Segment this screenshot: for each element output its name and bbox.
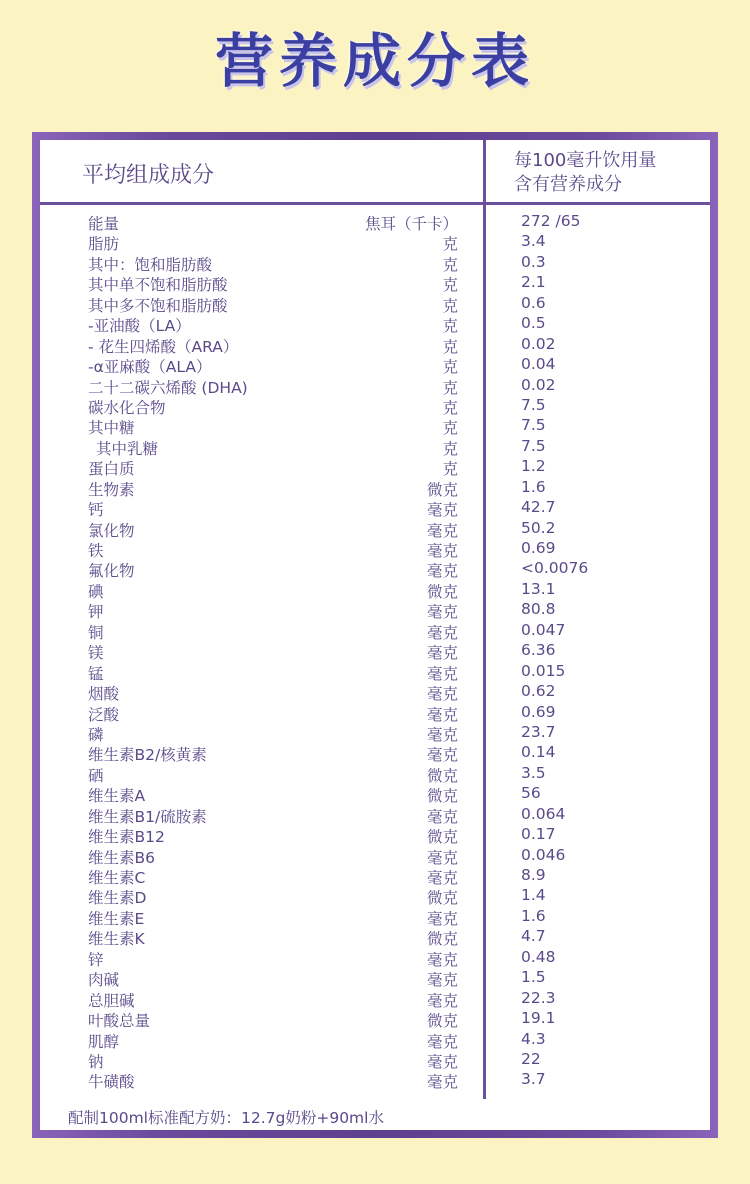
nutrient-name: 维生素K	[88, 930, 145, 949]
nutrient-name: 钾	[88, 603, 104, 622]
nutrient-value: 7.5	[521, 436, 546, 455]
nutrient-unit: 毫克	[426, 644, 458, 663]
nutrient-name: 维生素B12	[88, 828, 165, 847]
header-divider	[40, 202, 710, 205]
header-per-100ml	[514, 149, 656, 197]
nutrient-value: 22	[521, 1049, 541, 1068]
nutrient-name: 肌醇	[88, 1032, 120, 1051]
nutrient-unit: 毫克	[426, 848, 458, 867]
nutrient-name: 叶酸总量	[88, 1012, 151, 1031]
nutrient-name: 维生素A	[88, 787, 146, 806]
nutrient-value: 8.9	[521, 866, 546, 884]
table-row	[40, 294, 710, 314]
table-row	[40, 805, 710, 825]
table-row	[40, 457, 710, 477]
table-row	[40, 600, 710, 620]
table-row	[40, 355, 710, 375]
table-row	[40, 764, 710, 784]
table-row	[40, 519, 710, 539]
nutrient-value: 22.3	[521, 988, 556, 1007]
nutrient-name: 维生素E	[88, 909, 145, 928]
table-row	[40, 703, 710, 723]
nutrient-name: 锌	[88, 950, 104, 969]
table-row	[40, 1070, 710, 1090]
nutrient-unit: 毫克	[426, 807, 458, 826]
nutrient-name: 氟化物	[88, 562, 135, 581]
nutrient-name: 氯化物	[88, 521, 135, 540]
table-row	[40, 1009, 710, 1029]
nutrient-unit: 克	[442, 460, 458, 479]
nutrient-value: 3.7	[521, 1070, 546, 1089]
nutrient-value: 0.5	[521, 314, 546, 333]
nutrient-name: 碘	[88, 582, 104, 601]
nutrient-value: 0.047	[521, 620, 566, 639]
nutrient-name: - 花生四烯酸（ARA）	[88, 337, 239, 356]
nutrient-unit: 克	[442, 255, 458, 274]
nutrient-name: 二十二碳六烯酸 (DHA)	[88, 378, 248, 397]
nutrient-value: 0.6	[521, 293, 546, 312]
nutrient-name: 硒	[88, 766, 104, 785]
nutrient-unit: 焦耳（千卡）	[364, 215, 458, 233]
nutrient-value: 23.7	[521, 722, 556, 741]
nutrient-name: 其中多不饱和脂肪酸	[88, 296, 228, 315]
nutrient-name: 维生素D	[88, 889, 147, 908]
nutrient-value: <0.0076	[521, 559, 589, 578]
table-row	[40, 212, 710, 232]
nutrient-rows	[40, 212, 710, 1091]
nutrient-unit: 微克	[426, 1012, 458, 1031]
table-row	[40, 621, 710, 641]
table-row	[40, 784, 710, 804]
preparation-footnote: 配制100ml标准配方奶：12.7g奶粉+90ml水	[68, 1109, 384, 1127]
nutrient-value: 0.48	[521, 947, 556, 966]
nutrient-name: 脂肪	[88, 235, 120, 254]
nutrient-name: 总胆碱	[88, 991, 135, 1010]
nutrient-unit: 微克	[426, 889, 458, 908]
nutrient-value: 1.5	[521, 968, 546, 987]
table-row	[40, 335, 710, 355]
table-row	[40, 662, 710, 682]
nutrient-name: -α亚麻酸（ALA）	[88, 358, 212, 377]
nutrient-unit: 克	[442, 337, 458, 356]
nutrient-value: 0.02	[521, 375, 556, 394]
table-row	[40, 723, 710, 743]
nutrient-unit: 毫克	[426, 623, 458, 642]
nutrient-value: 272 /65	[521, 212, 581, 230]
nutrient-value: 50.2	[521, 518, 556, 537]
nutrient-value: 0.69	[521, 702, 556, 721]
nutrient-name: 其中乳糖	[96, 439, 159, 458]
header-per-100ml-line2: 含有营养成分	[514, 174, 622, 195]
header-average-composition: 平均组成成分	[82, 163, 215, 188]
nutrient-unit: 毫克	[426, 869, 458, 887]
nutrient-value: 1.6	[521, 906, 546, 925]
page-title: 营养成分表	[214, 27, 535, 95]
nutrient-value: 56	[521, 784, 541, 803]
nutrient-name: 钙	[88, 501, 104, 520]
table-row	[40, 396, 710, 416]
nutrient-name: 泛酸	[88, 705, 120, 724]
nutrient-name: 碳水化合物	[88, 398, 166, 417]
nutrient-unit: 克	[442, 276, 458, 295]
nutrient-value: 4.7	[521, 927, 546, 946]
nutrient-value: 7.5	[521, 395, 546, 414]
table-row	[40, 478, 710, 498]
nutrient-name: 烟酸	[88, 685, 120, 704]
nutrient-value: 6.36	[521, 641, 556, 660]
header-per-100ml-line1: 每100毫升饮用量	[514, 150, 657, 171]
nutrient-value: 0.3	[521, 252, 546, 271]
table-row	[40, 743, 710, 763]
nutrient-unit: 克	[442, 296, 458, 315]
nutrient-name: 维生素B2/核黄素	[88, 746, 207, 765]
nutrient-unit: 毫克	[426, 746, 458, 765]
nutrient-unit: 毫克	[426, 1052, 458, 1071]
nutrient-unit: 微克	[426, 930, 458, 949]
nutrient-value: 0.04	[521, 355, 556, 374]
nutrient-name: 铁	[88, 542, 104, 560]
nutrient-value: 1.6	[521, 477, 546, 496]
table-row	[40, 927, 710, 947]
nutrient-value: 3.4	[521, 232, 546, 251]
table-row	[40, 559, 710, 579]
nutrient-unit: 毫克	[426, 562, 458, 581]
table-row	[40, 498, 710, 518]
table-row	[40, 846, 710, 866]
nutrient-unit: 克	[442, 358, 458, 377]
nutrient-unit: 毫克	[426, 1073, 458, 1092]
nutrient-value: 42.7	[521, 498, 556, 517]
nutrient-unit: 克	[442, 378, 458, 397]
nutrient-unit: 微克	[426, 480, 458, 499]
table-row	[40, 968, 710, 988]
nutrient-value: 0.17	[521, 825, 556, 844]
nutrient-unit: 毫克	[426, 971, 458, 990]
nutrient-name: 铜	[88, 623, 104, 642]
nutrient-unit: 克	[442, 439, 458, 458]
table-row	[40, 1050, 710, 1070]
nutrient-value: 1.4	[521, 886, 546, 905]
nutrient-unit: 毫克	[426, 909, 458, 928]
table-row	[40, 866, 710, 886]
table-row	[40, 376, 710, 396]
nutrient-name: 维生素B6	[88, 848, 155, 867]
nutrition-table-frame	[32, 132, 718, 1138]
nutrient-value: 0.064	[521, 804, 566, 823]
nutrient-unit: 克	[442, 235, 458, 254]
nutrient-value: 0.14	[521, 743, 556, 762]
nutrient-name: 维生素C	[88, 869, 146, 887]
nutrient-name: 维生素B1/硫胺素	[88, 807, 207, 826]
nutrient-unit: 毫克	[426, 705, 458, 724]
table-row	[40, 886, 710, 906]
nutrient-unit: 克	[442, 398, 458, 417]
nutrient-unit: 克	[442, 419, 458, 438]
nutrient-name: 生物素	[88, 480, 135, 499]
nutrient-unit: 毫克	[426, 501, 458, 520]
nutrient-value: 7.5	[521, 416, 546, 435]
nutrient-unit: 毫克	[426, 664, 458, 683]
nutrient-value: 0.046	[521, 845, 566, 864]
table-row	[40, 641, 710, 661]
nutrient-value: 13.1	[521, 579, 556, 598]
nutrient-unit: 微克	[426, 766, 458, 785]
nutrient-unit: 微克	[426, 828, 458, 847]
nutrient-name: 锰	[88, 664, 104, 683]
nutrient-name: 能量	[88, 215, 120, 233]
nutrient-unit: 克	[442, 317, 458, 336]
nutrient-unit: 微克	[426, 787, 458, 806]
table-row	[40, 580, 710, 600]
table-row	[40, 907, 710, 927]
nutrient-name: 其中：饱和脂肪酸	[88, 255, 213, 274]
table-row	[40, 682, 710, 702]
table-row	[40, 437, 710, 457]
nutrient-value: 3.5	[521, 763, 546, 782]
nutrient-name: 钠	[88, 1052, 104, 1071]
nutrient-unit: 毫克	[426, 1032, 458, 1051]
nutrient-name: -亚油酸（LA）	[88, 317, 191, 336]
nutrient-unit: 毫克	[426, 725, 458, 744]
table-row	[40, 989, 710, 1009]
table-row	[40, 948, 710, 968]
nutrient-unit: 微克	[426, 582, 458, 601]
nutrient-name: 镁	[88, 644, 104, 663]
table-row	[40, 539, 710, 559]
nutrient-name: 蛋白质	[88, 460, 135, 479]
nutrient-unit: 毫克	[426, 521, 458, 540]
nutrient-name: 其中单不饱和脂肪酸	[88, 276, 228, 295]
table-row	[40, 825, 710, 845]
table-row	[40, 416, 710, 436]
table-row	[40, 232, 710, 252]
table-row	[40, 1030, 710, 1050]
nutrient-unit: 毫克	[426, 950, 458, 969]
nutrient-value: 19.1	[521, 1009, 556, 1028]
nutrient-name: 其中糖	[88, 419, 135, 438]
nutrient-value: 0.69	[521, 539, 556, 557]
nutrient-value: 0.02	[521, 334, 556, 353]
nutrient-value: 2.1	[521, 273, 546, 292]
nutrient-value: 0.015	[521, 661, 566, 680]
nutrient-unit: 毫克	[426, 542, 458, 560]
nutrient-name: 肉碱	[88, 971, 120, 990]
nutrition-table	[40, 140, 710, 1130]
table-row	[40, 253, 710, 273]
nutrient-unit: 毫克	[426, 991, 458, 1010]
nutrient-name: 牛磺酸	[88, 1073, 135, 1092]
nutrient-unit: 毫克	[426, 603, 458, 622]
table-row	[40, 314, 710, 334]
nutrient-value: 1.2	[521, 457, 546, 476]
nutrient-name: 磷	[88, 725, 104, 744]
nutrient-unit: 毫克	[426, 685, 458, 704]
table-header	[40, 140, 710, 202]
table-row	[40, 273, 710, 293]
nutrient-value: 4.3	[521, 1029, 546, 1048]
nutrient-value: 80.8	[521, 600, 556, 619]
nutrient-value: 0.62	[521, 682, 556, 701]
